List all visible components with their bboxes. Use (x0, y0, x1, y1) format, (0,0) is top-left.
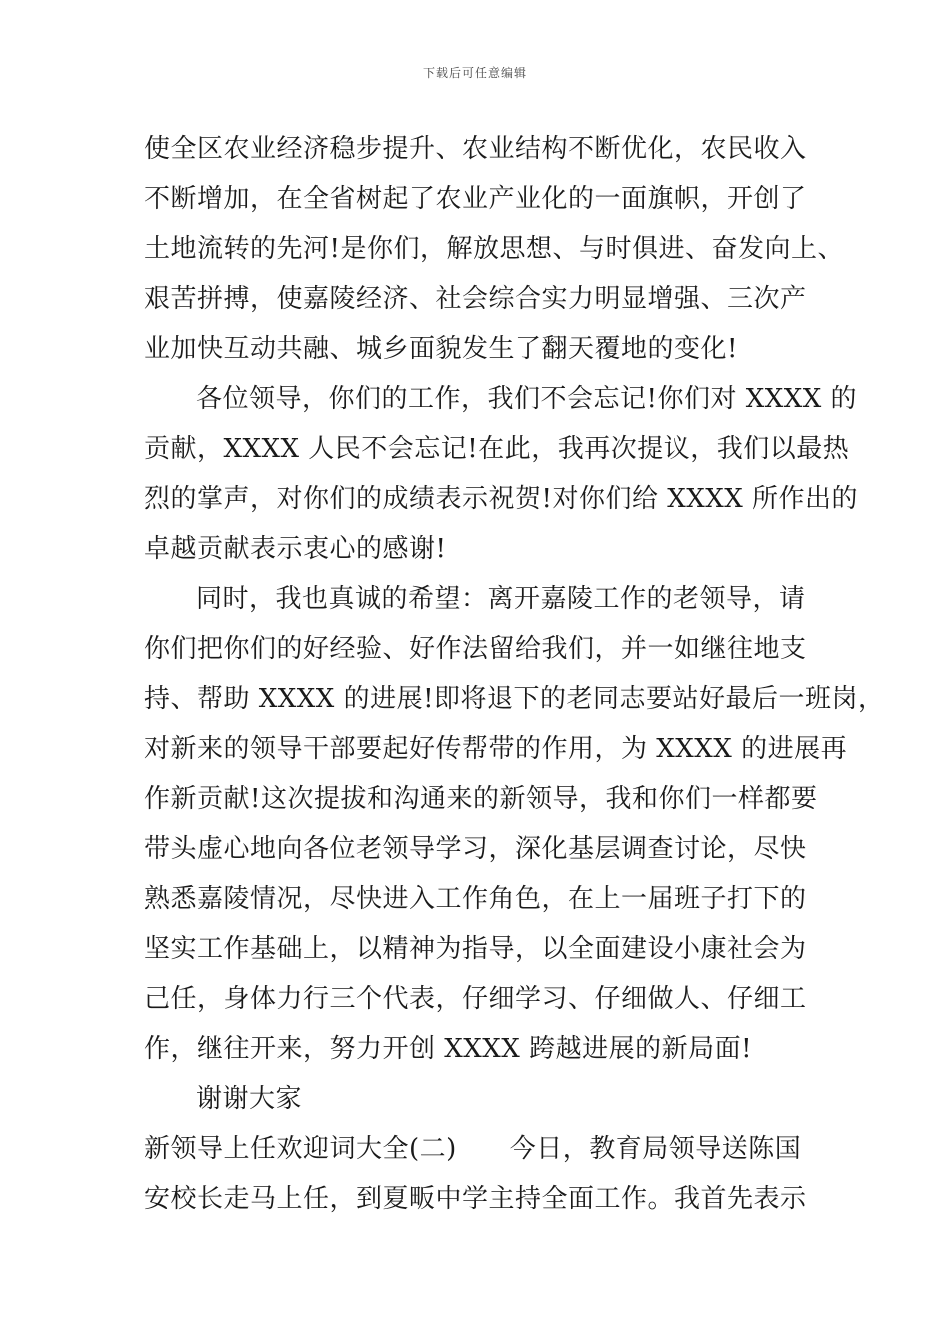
document-body (144, 124, 885, 1224)
text-line: 作新贡献!这次提拔和沟通来的新领导，我和你们一样都要 (144, 784, 818, 814)
paragraph-start-line: 各位领导，你们的工作，我们不会忘记!你们对 XXXX 的 (196, 384, 858, 414)
paragraph-start-line: 同时，我也真诚的希望：离开嘉陵工作的老领导，请 (196, 584, 806, 614)
text-line: 不断增加，在全省树起了农业产业化的一面旗帜，开创了 (144, 184, 807, 214)
text-line: 卓越贡献表示衷心的感谢! (144, 534, 447, 564)
text-line: 使全区农业经济稳步提升、农业结构不断优化，农民收入 (144, 134, 807, 164)
text-line: 烈的掌声，对你们的成绩表示祝贺!对你们给 XXXX 所作出的 (144, 484, 859, 514)
section-heading-line: 新领导上任欢迎词大全(二) 今日，教育局领导送陈国 (144, 1134, 802, 1164)
text-line: 安校长走马上任，到夏畈中学主持全面工作。我首先表示 (144, 1184, 807, 1214)
text-line: 熟悉嘉陵情况，尽快进入工作角色，在上一届班子打下的 (144, 884, 807, 914)
text-line: 土地流转的先河!是你们，解放思想、与时俱进、奋发向上、 (144, 234, 844, 264)
text-line: 艰苦拼搏，使嘉陵经济、社会综合实力明显增强、三次产 (144, 284, 807, 314)
text-line: 业加快互动共融、城乡面貌发生了翻天覆地的变化! (144, 334, 738, 364)
text-line: 持、帮助 XXXX 的进展!即将退下的老同志要站好最后一班岗， (144, 684, 885, 714)
text-line: 作，继往开来，努力开创 XXXX 跨越进展的新局面! (144, 1034, 753, 1064)
text-line: 己任，身体力行三个代表，仔细学习、仔细做人、仔细工 (144, 984, 807, 1014)
text-line: 带头虚心地向各位老领导学习，深化基层调查讨论，尽快 (144, 834, 807, 864)
text-line: 贡献，XXXX 人民不会忘记!在此，我再次提议，我们以最热 (144, 434, 850, 464)
closing-line: 谢谢大家 (196, 1084, 303, 1114)
text-line: 坚实工作基础上，以精神为指导，以全面建设小康社会为 (144, 934, 807, 964)
page-header: 下载后可任意编辑 (422, 66, 527, 80)
text-line: 对新来的领导干部要起好传帮带的作用，为 XXXX 的进展再 (144, 734, 848, 764)
text-line: 你们把你们的好经验、好作法留给我们，并一如继往地支 (144, 634, 807, 664)
